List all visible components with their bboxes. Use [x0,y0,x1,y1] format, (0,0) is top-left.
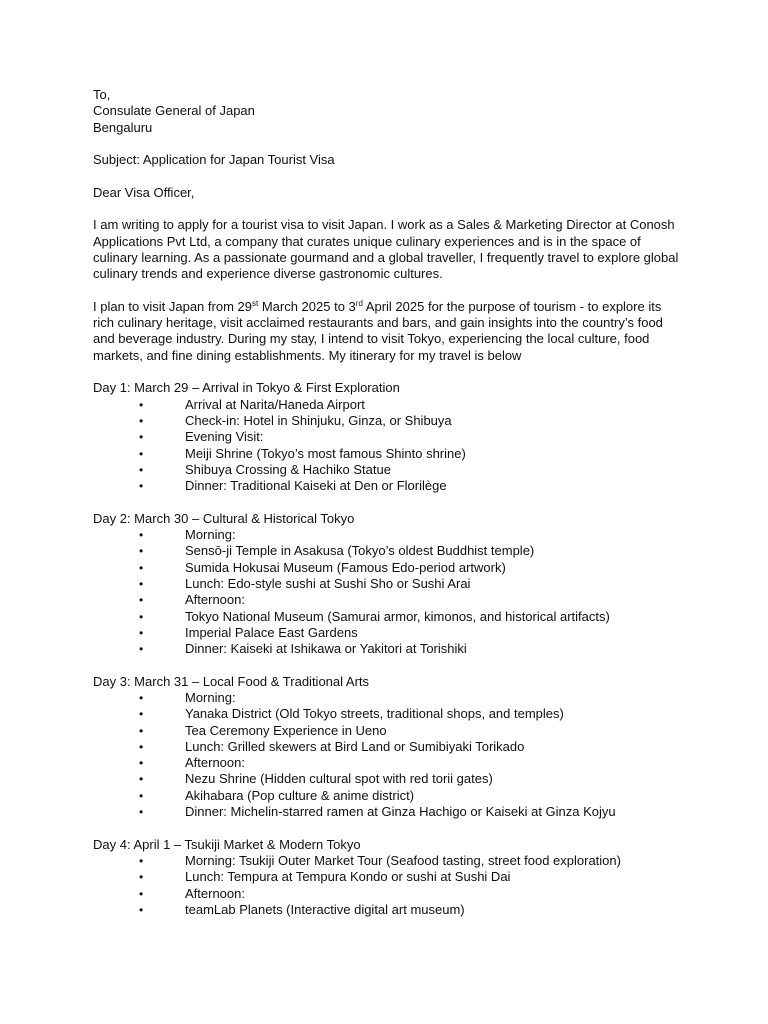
activity-item [93,609,683,625]
intro-paragraph: I am writing to apply for a tourist visa to visit Japan. I work as a Sales & Marketing Director at Conosh Applications Pvt Ltd, a company that curates unique culinary experiences and is in the space of culinary learning. As a passionate gourmand and a global traveller, I frequently travel to explore global culinary trends and experience diverse gastronomic cultures. [93,217,679,282]
activity-text: Yanaka District (Old Tokyo streets, traditional shops, and temples) [185,706,564,722]
travel-plan-paragraph [93,299,683,364]
activity-text: Akihabara (Pop culture & anime district) [185,787,415,803]
bullet-icon: • [139,902,144,917]
date-suffix-st: st [251,298,259,308]
bullet-icon: • [139,413,144,428]
bullet-icon: • [139,430,144,445]
activity-text: Afternoon: [185,592,245,608]
activity-text: Tokyo National Museum (Samurai armor, kimonos, and historical artifacts) [185,608,610,624]
activity-item [93,592,683,608]
activity-item [93,902,683,918]
day-activity-list [93,853,683,918]
activity-text: Afternoon: [185,755,245,771]
travel-plan-text-3: April 2025 for the purpose of tourism - to explore its rich culinary heritage, visit acclaimed restaurants and bars, and gain insights into the country’s food and beverage industry. During my stay, I intend to visit Tokyo, experiencing the local culture, food markets, and fine dining establishments. My itinerary for my travel is below [93,298,663,363]
itinerary [93,364,683,918]
bullet-icon: • [139,625,144,640]
bullet-icon: • [139,642,144,657]
bullet-icon: • [139,479,144,494]
salutation: Dear Visa Officer, [93,184,195,200]
activity-item [93,739,683,755]
subject-line: Subject: Application for Japan Tourist Visa [93,152,335,168]
activity-text: Check-in: Hotel in Shinjuku, Ginza, or Shibuya [185,412,452,428]
activity-text: Tea Ceremony Experience in Ueno [185,722,387,738]
activity-item [93,429,683,445]
activity-text: Lunch: Grilled skewers at Bird Land or Sumibiyaki Torikado [185,738,525,754]
activity-text: Morning: [185,527,236,543]
spacer [93,494,683,510]
day-activity-list [93,690,683,820]
bullet-icon: • [139,609,144,624]
activity-item [93,690,683,706]
bullet-icon: • [139,886,144,901]
day-heading: Day 2: March 30 – Cultural & Historical Tokyo [93,510,355,526]
activity-text: Morning: Tsukiji Outer Market Tour (Seafood tasting, street food exploration) [185,852,621,868]
letter-body [93,87,683,918]
activity-text: Nezu Shrine (Hidden cultural spot with red torii gates) [185,771,493,787]
recipient-name: Consulate General of Japan [93,103,255,119]
recipient-to: To, [93,87,111,102]
activity-text: Lunch: Tempura at Tempura Kondo or sushi at Sushi Dai [185,869,511,885]
bullet-icon: • [139,690,144,705]
activity-item [93,576,683,592]
activity-text: Imperial Palace East Gardens [185,624,358,640]
activity-item [93,478,683,494]
bullet-icon: • [139,560,144,575]
activity-item [93,641,683,657]
bullet-icon: • [139,853,144,868]
activity-item [93,869,683,885]
bullet-icon: • [139,544,144,559]
bullet-icon: • [139,756,144,771]
travel-plan-text-1: I plan to visit Japan from 29 [93,298,252,314]
activity-item [93,706,683,722]
activity-text: Arrival at Narita/Haneda Airport [185,396,365,412]
bullet-icon: • [139,723,144,738]
activity-text: Evening Visit: [185,429,264,445]
bullet-icon: • [139,772,144,787]
day-activity-list [93,527,683,657]
activity-item [93,446,683,462]
bullet-icon: • [139,805,144,820]
travel-plan-text-2: March 2025 to 3 [258,298,356,314]
activity-item [93,462,683,478]
activity-item [93,853,683,869]
activity-item [93,527,683,543]
activity-text: Sumida Hokusai Museum (Famous Edo-period artwork) [185,559,506,575]
bullet-icon: • [139,739,144,754]
day-heading: Day 3: March 31 – Local Food & Traditional Arts [93,673,370,689]
spacer [93,201,683,217]
bullet-icon: • [139,528,144,543]
date-suffix-rd: rd [355,298,363,308]
bullet-icon: • [139,446,144,461]
activity-text: Shibuya Crossing & Hachiko Statue [185,461,391,477]
bullet-icon: • [139,870,144,885]
spacer [93,283,683,299]
activity-text: Dinner: Traditional Kaiseki at Den or Florilège [185,478,447,494]
spacer [93,657,683,673]
activity-item [93,625,683,641]
bullet-icon: • [139,593,144,608]
spacer [93,168,683,184]
activity-text: Dinner: Michelin-starred ramen at Ginza Hachigo or Kaiseki at Ginza Kojyu [185,804,616,820]
activity-item [93,788,683,804]
bullet-icon: • [139,397,144,412]
day-activity-list [93,397,683,495]
activity-item [93,755,683,771]
day-heading: Day 4: April 1 – Tsukiji Market & Modern Tokyo [93,836,361,852]
bullet-icon: • [139,707,144,722]
activity-item [93,543,683,559]
activity-item [93,723,683,739]
recipient-city: Bengaluru [93,119,153,135]
activity-item [93,804,683,820]
bullet-icon: • [139,576,144,591]
day-heading: Day 1: March 29 – Arrival in Tokyo & First Exploration [93,380,400,396]
spacer [93,820,683,836]
activity-text: Lunch: Edo-style sushi at Sushi Sho or Sushi Arai [185,575,471,591]
activity-text: Afternoon: [185,885,245,901]
bullet-icon: • [139,462,144,477]
spacer [93,364,683,380]
activity-item [93,886,683,902]
activity-item [93,397,683,413]
activity-item [93,560,683,576]
activity-text: Morning: [185,689,236,705]
activity-item [93,771,683,787]
activity-item [93,413,683,429]
activity-text: Meiji Shrine (Tokyo’s most famous Shinto shrine) [185,445,466,461]
activity-text: Sensō-ji Temple in Asakusa (Tokyo’s oldest Buddhist temple) [185,543,535,559]
activity-text: teamLab Planets (Interactive digital art museum) [185,901,465,917]
bullet-icon: • [139,788,144,803]
activity-text: Dinner: Kaiseki at Ishikawa or Yakitori at Torishiki [185,641,467,657]
spacer [93,136,683,152]
